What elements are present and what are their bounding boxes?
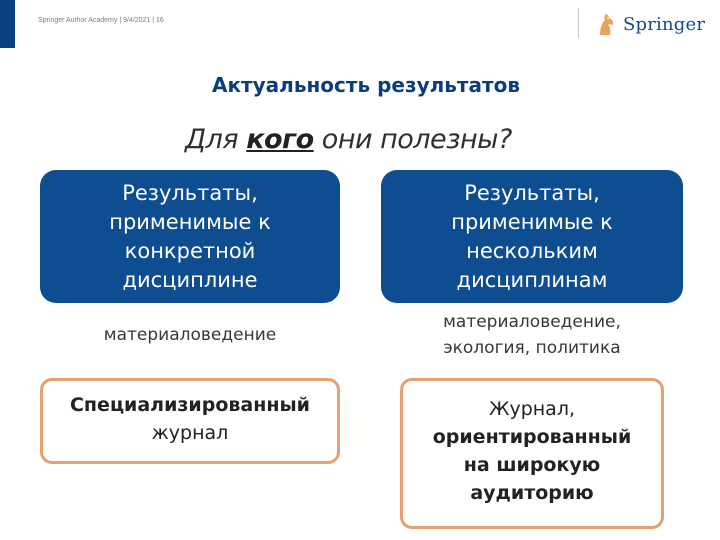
box-line: применимые к [451, 209, 613, 234]
springer-brand-name: Springer [623, 13, 706, 35]
discipline-line: материаловедение [103, 325, 277, 345]
springer-logo [596, 9, 705, 39]
multi-discipline-box [381, 170, 683, 303]
box-line: Результаты, [464, 180, 600, 205]
box-line: дисциплине [122, 267, 258, 292]
single-discipline-examples [40, 322, 340, 348]
single-discipline-box [40, 170, 340, 303]
subtitle-part-3: они полезны? [313, 124, 512, 155]
multi-discipline-examples [381, 309, 683, 361]
journal-line: Журнал, [488, 398, 576, 420]
header-accent-bar [0, 0, 15, 48]
slide-footer-text: Springer Author Academy | 9/4/2021 | 16 [38, 17, 164, 24]
slide-title: Актуальность результатов [212, 73, 520, 97]
box-line: Результаты, [122, 180, 258, 205]
header-divider [578, 8, 579, 38]
journal-line: журнал [151, 422, 229, 444]
subtitle-part-1: Для [185, 124, 247, 155]
slide-subtitle [185, 124, 512, 155]
discipline-line: материаловедение, [443, 312, 621, 332]
journal-line: Специализированный [69, 394, 310, 416]
specialized-journal-box [40, 378, 340, 464]
broad-audience-journal-box [400, 378, 664, 529]
journal-line: ориентированный [432, 426, 632, 448]
springer-horse-icon [596, 11, 618, 37]
box-line: нескольким [466, 238, 598, 263]
box-line: применимые к [109, 209, 271, 234]
subtitle-emphasis-word: кого [246, 124, 314, 155]
journal-line: на широкую [463, 454, 601, 476]
box-line: дисциплинам [456, 267, 608, 292]
box-line: конкретной [124, 238, 256, 263]
discipline-line: экология, политика [443, 338, 621, 358]
journal-line: аудиторию [470, 482, 594, 504]
